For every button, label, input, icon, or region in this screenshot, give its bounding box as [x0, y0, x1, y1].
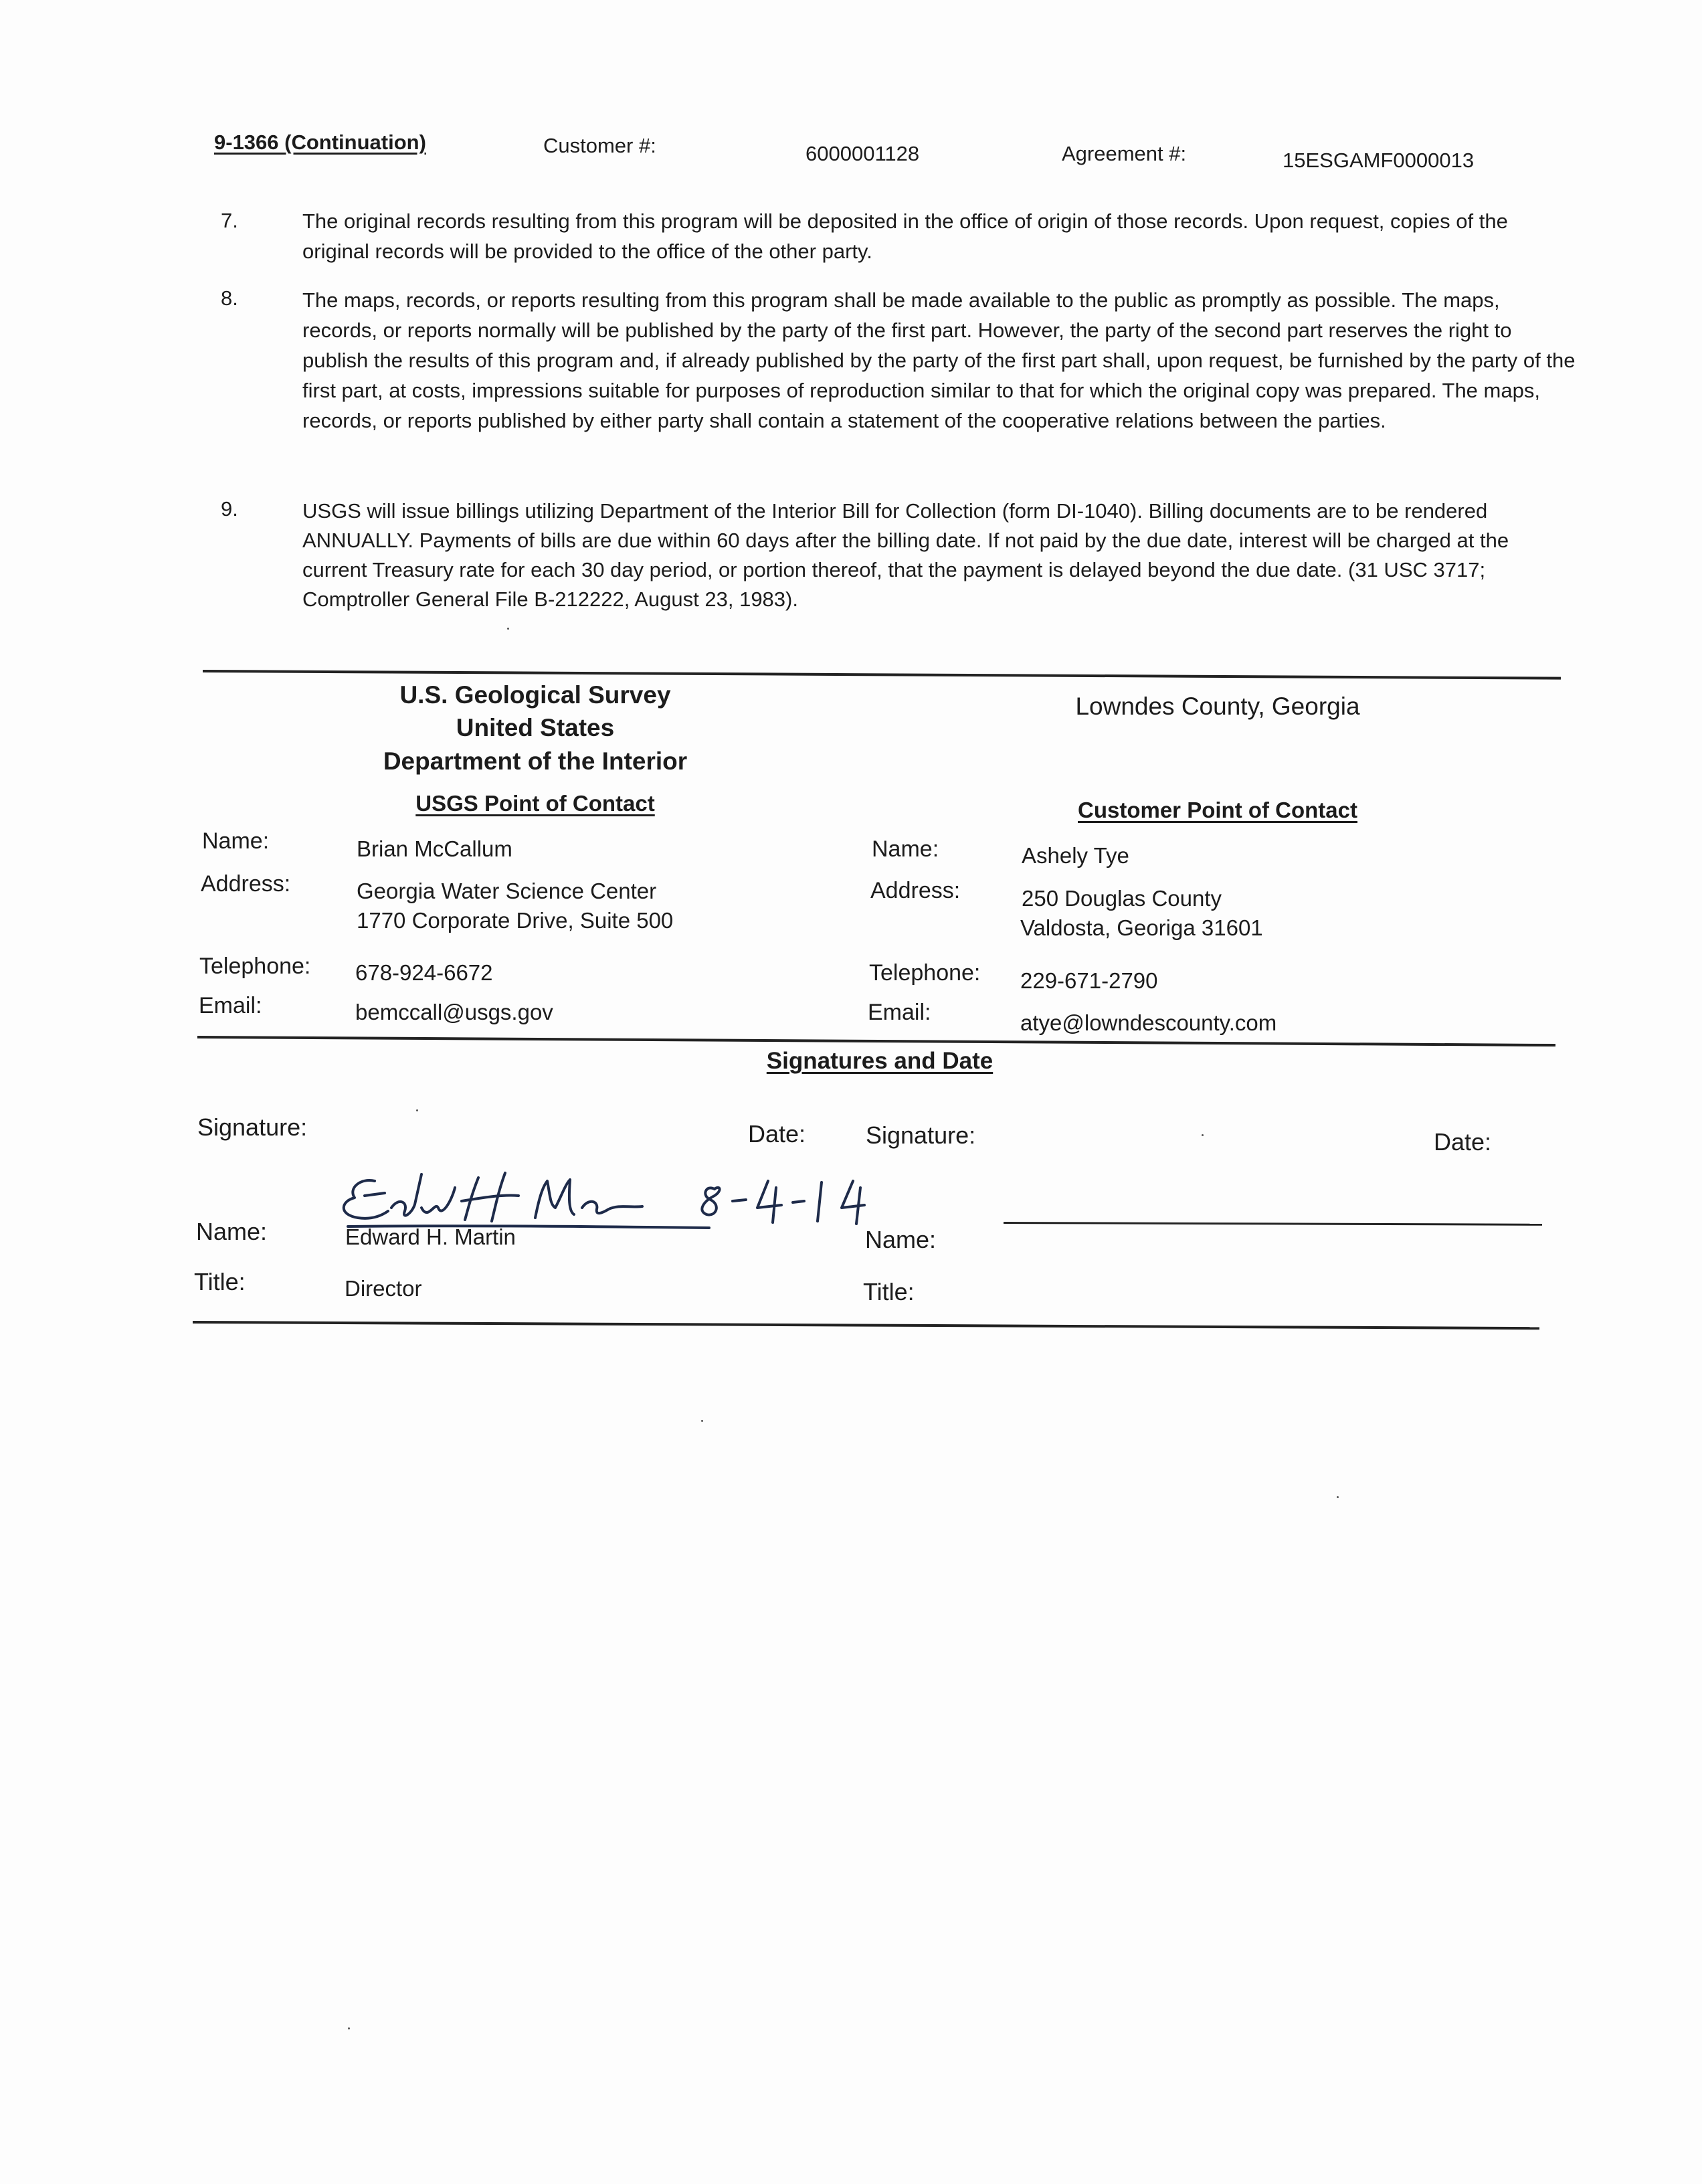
clause-number: 9. — [221, 497, 238, 521]
usgs-telephone-label: Telephone: — [199, 953, 311, 979]
signature-text: Edw H Ma — [335, 1161, 338, 1162]
usgs-signed-date — [706, 1174, 708, 1175]
customer-signer-name-label: Name: — [865, 1226, 937, 1253]
usgs-name-label: Name: — [202, 828, 270, 854]
customer-signature-label: Signature: — [866, 1121, 976, 1149]
usgs-address-line1: Georgia Water Science Center — [357, 879, 657, 903]
usgs-contact-name: Brian McCallum — [357, 836, 512, 861]
customer-email: atye@lowndescounty.com — [1020, 1010, 1277, 1035]
customer-name-label: Name: — [872, 836, 939, 862]
clause-number: 8. — [221, 286, 238, 310]
agreement-number-label: Agreement #: — [1062, 142, 1187, 165]
customer-org-name: Lowndes County, Georgia — [1075, 693, 1360, 720]
clause-text: The maps, records, or reports resulting from this program shall be made available to the public as promptly as possible. The maps, records, or reports normally will be published by the party of the first part. However, the party of the second part reserves the right to publish the results of this program and, if already published by the party of the first part shall, upon request, be furnished by the party of the first part, at costs, impressions suitable for purposes of reproduction similar to that for which the original copy was prepared. The maps, records, or reports published by either party shall contain a statement of the cooperative relations between the parties. — [302, 288, 1576, 432]
signatures-heading: Signatures and Date — [766, 1048, 994, 1074]
usgs-address-label: Address: — [201, 871, 291, 897]
form-number: 9-1366 (Continuation) — [214, 130, 426, 154]
customer-signer-title-label: Title: — [863, 1278, 915, 1305]
divider-line — [193, 1321, 1539, 1330]
customer-number: 6000001128 — [806, 142, 920, 165]
scan-speck — [1202, 1134, 1204, 1136]
customer-contact-name: Ashely Tye — [1022, 843, 1129, 868]
usgs-email-label: Email: — [199, 993, 262, 1018]
scan-speck — [1337, 1496, 1339, 1498]
clause-text: USGS will issue billings utilizing Department of the Interior Bill for Collection (form DI-1040). Billing documents are to be rendered ANNUALLY. Payments of bills are due within 60 days after the billing date. If not paid by the due date, interest will be charged at the current Treasury rate for each 30 day period, or portion thereof, that the payment is delayed beyond the due date. (31 USC 3717; Comptroller General File B-212222, August 23, 1983). — [302, 499, 1509, 611]
customer-address-label: Address: — [870, 878, 961, 903]
customer-telephone: 229-671-2790 — [1020, 968, 1158, 993]
usgs-signature-label: Signature: — [197, 1113, 308, 1141]
usgs-signer-title-label: Title: — [194, 1268, 246, 1295]
usgs-email: bemccall@usgs.gov — [355, 1000, 553, 1024]
clause-text: The original records resulting from this program will be deposited in the office of origin of those records. Upon request, copies of the original records will be provided to the office of the other party. — [302, 209, 1508, 263]
customer-signature-line — [1004, 1222, 1542, 1226]
usgs-org-country: United States — [456, 714, 615, 741]
scan-speck — [507, 628, 509, 630]
customer-address-line2: Valdosta, Georiga 31601 — [1020, 915, 1263, 940]
handwritten-signature — [335, 1161, 883, 1235]
scan-speck — [416, 1109, 418, 1111]
usgs-poc-heading: USGS Point of Contact — [415, 791, 655, 816]
divider-line — [203, 670, 1561, 680]
usgs-signer-name-label: Name: — [196, 1218, 268, 1245]
usgs-signer-name: Edward H. Martin — [345, 1224, 516, 1249]
customer-telephone-label: Telephone: — [869, 960, 981, 986]
customer-address-line1: 250 Douglas County — [1022, 886, 1222, 911]
usgs-signer-title: Director — [345, 1276, 422, 1301]
divider-line — [197, 1036, 1555, 1046]
usgs-date-label: Date: — [748, 1120, 806, 1148]
usgs-org-name: U.S. Geological Survey — [399, 681, 671, 709]
usgs-telephone: 678-924-6672 — [355, 960, 493, 985]
clause-number: 7. — [221, 209, 238, 232]
agreement-number: 15ESGAMF0000013 — [1283, 149, 1475, 172]
customer-number-label: Customer #: — [543, 134, 656, 157]
usgs-address-line2: 1770 Corporate Drive, Suite 500 — [357, 908, 674, 933]
customer-date-label: Date: — [1434, 1128, 1492, 1156]
scan-speck — [348, 2027, 350, 2029]
customer-poc-heading: Customer Point of Contact — [1078, 798, 1357, 822]
customer-email-label: Email: — [868, 1000, 931, 1025]
usgs-org-department: Department of the Interior — [383, 747, 688, 775]
scan-speck — [701, 1420, 703, 1422]
